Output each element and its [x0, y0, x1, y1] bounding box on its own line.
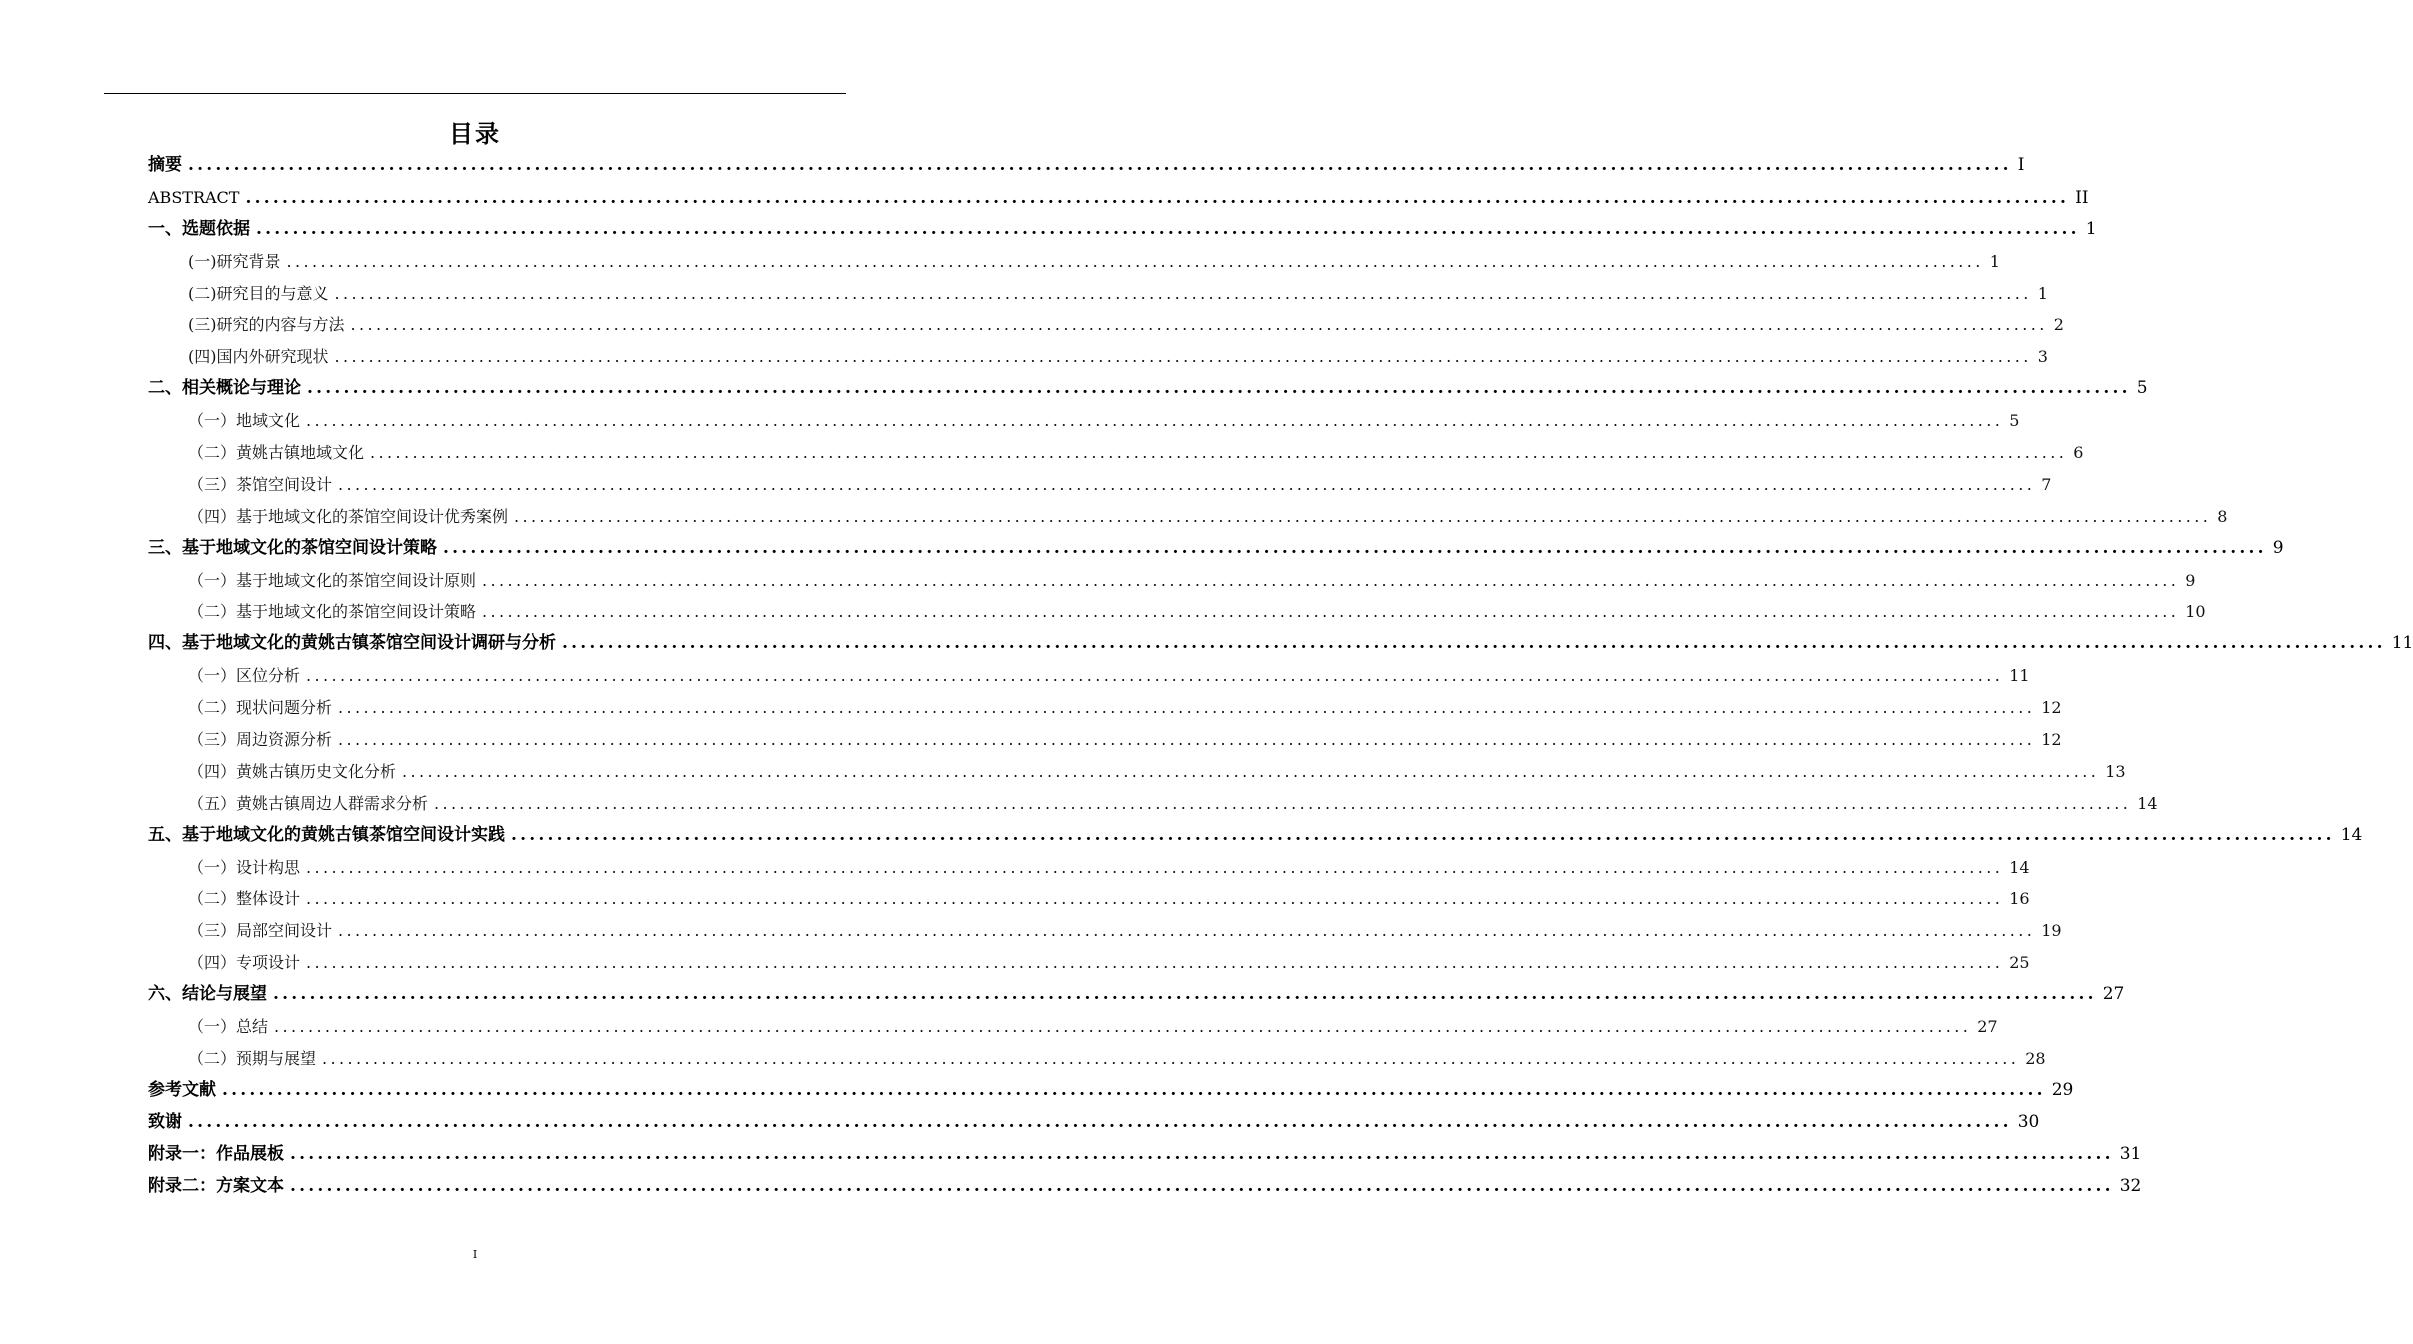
toc-entry-label: 二、相关概论与理论 — [148, 378, 301, 399]
toc-dot-leader: ........................................................................................................................................................................................................ — [273, 984, 2097, 1005]
toc-entry[interactable] — [148, 182, 2089, 214]
toc-entry-page: 32 — [2119, 1175, 2142, 1196]
toc-entry-label: 摘要 — [148, 155, 182, 175]
toc-entry-page: 2 — [2053, 315, 2064, 335]
toc-entry-page: 27 — [2102, 984, 2125, 1005]
toc-entry-page: 28 — [2025, 1048, 2046, 1068]
toc-entry-page: 6 — [2073, 443, 2084, 463]
page-number: I — [472, 1248, 478, 1261]
toc-entry[interactable] — [148, 628, 2413, 660]
toc-dot-leader: ........................................................................................................................................................................................................ — [322, 1048, 2020, 1068]
toc-entry[interactable] — [148, 820, 2363, 852]
toc-entry[interactable] — [148, 883, 2030, 915]
toc-entry-page: 27 — [1977, 1017, 1998, 1037]
toc-entry-label: 五、基于地域文化的黄姚古镇茶馆空间设计实践 — [148, 824, 505, 845]
toc-entry-page: 1 — [1989, 251, 2000, 271]
toc-entry-page: 1 — [2085, 218, 2097, 239]
toc-entry-label: 附录二：方案文本 — [148, 1175, 284, 1196]
toc-entry-label: （一）设计构思 — [188, 857, 301, 877]
toc-entry-label: （一）总结 — [188, 1017, 269, 1037]
toc-entry-label: 三、基于地域文化的茶馆空间设计策略 — [148, 537, 437, 558]
toc-entry[interactable] — [148, 660, 2030, 692]
toc-entry[interactable] — [148, 150, 2025, 182]
toc-dot-leader: ........................................................................................................................................................................................................ — [482, 602, 2180, 622]
toc-entry-page: II — [2075, 187, 2089, 208]
toc-dot-leader: ........................................................................................................................................................................................................ — [350, 315, 2048, 335]
toc-entry-label: （四）基于地域文化的茶馆空间设计优秀案例 — [188, 506, 509, 526]
toc-dot-leader: ........................................................................................................................................................................................................ — [338, 474, 2036, 494]
toc-entry-page: 9 — [2272, 537, 2284, 558]
toc-entry[interactable] — [148, 405, 2020, 437]
toc-entry[interactable] — [148, 596, 2206, 628]
toc-entry-label: （二）黄姚古镇地域文化 — [188, 443, 365, 463]
toc-dot-leader: ........................................................................................................................................................................................................ — [402, 761, 2100, 781]
toc-entry-label: （三）周边资源分析 — [188, 730, 333, 750]
toc-entry[interactable] — [148, 756, 2126, 788]
toc-entry-label: (四)国内外研究现状 — [188, 347, 329, 367]
toc-entry-label: （二）基于地域文化的茶馆空间设计策略 — [188, 602, 477, 622]
toc-entry-page: 14 — [2009, 857, 2030, 877]
toc-entry-label: （一）区位分析 — [188, 666, 301, 686]
toc-dot-leader: ........................................................................................................................................................................................................ — [514, 506, 2212, 526]
toc-dot-leader: ........................................................................................................................................................................................................ — [334, 347, 2032, 367]
toc-entry-page: 11 — [2391, 633, 2413, 654]
toc-entry[interactable] — [148, 1043, 2046, 1075]
toc-entry-page: 29 — [2051, 1079, 2074, 1100]
toc-entry-page: 5 — [2136, 378, 2148, 399]
toc-dot-leader: ........................................................................................................................................................................................................ — [482, 570, 2180, 590]
toc-entry-page: 12 — [2041, 698, 2062, 718]
toc-entry-page: 1 — [2037, 283, 2048, 303]
toc-entry[interactable] — [148, 246, 2000, 278]
toc-entry-label: （二）现状问题分析 — [188, 698, 333, 718]
toc-entry[interactable] — [148, 437, 2084, 469]
toc-entry-page: 11 — [2009, 666, 2030, 686]
toc-entry[interactable] — [148, 373, 2148, 405]
toc-entry-page: 14 — [2137, 793, 2158, 813]
toc-entry[interactable] — [148, 915, 2062, 947]
toc-entry[interactable] — [148, 724, 2062, 756]
toc-dot-leader: ........................................................................................................................................................................................................ — [290, 1175, 2114, 1196]
toc-entry-label: (一)研究背景 — [188, 251, 281, 271]
toc-dot-leader: ........................................................................................................................................................................................................ — [274, 1017, 1972, 1037]
toc-entry[interactable] — [148, 1139, 2142, 1171]
toc-entry-label: （三）局部空间设计 — [188, 921, 333, 941]
toc-dot-leader: ........................................................................................................................................................................................................ — [256, 218, 2080, 239]
toc-entry[interactable] — [148, 1171, 2142, 1203]
toc-entry-label: (二)研究目的与意义 — [188, 283, 329, 303]
toc-dot-leader: ........................................................................................................................................................................................................ — [434, 793, 2132, 813]
toc-dot-leader: ........................................................................................................................................................................................................ — [306, 411, 2004, 431]
toc-entry-label: ABSTRACT — [148, 187, 240, 207]
toc-dot-leader: ........................................................................................................................................................................................................ — [443, 537, 2267, 558]
page-title: 目录 — [449, 120, 501, 148]
toc-dot-leader: ........................................................................................................................................................................................................ — [188, 155, 2012, 175]
toc-entry-label: （二）预期与展望 — [188, 1048, 317, 1068]
toc-entry-page: 19 — [2041, 921, 2062, 941]
toc-entry-label: 致谢 — [148, 1111, 182, 1132]
toc-dot-leader: ........................................................................................................................................................................................................ — [245, 187, 2070, 208]
toc-dot-leader: ........................................................................................................................................................................................................ — [188, 1111, 2012, 1132]
toc-dot-leader: ........................................................................................................................................................................................................ — [306, 666, 2004, 686]
toc-entry-page: 31 — [2119, 1143, 2142, 1164]
toc-entry-page: 5 — [2009, 411, 2020, 431]
toc-dot-leader: ........................................................................................................................................................................................................ — [562, 633, 2386, 654]
toc-entry-label: （二）整体设计 — [188, 889, 301, 909]
toc-entry-page: 9 — [2185, 570, 2196, 590]
toc-entry[interactable] — [148, 1075, 2074, 1107]
toc-dot-leader: ........................................................................................................................................................................................................ — [222, 1079, 2046, 1100]
toc-entry-label: 六、结论与展望 — [148, 984, 267, 1005]
toc-entry-label: 附录一：作品展板 — [148, 1143, 284, 1164]
toc-entry-label: （一）地域文化 — [188, 411, 301, 431]
toc-entry-page: 16 — [2009, 889, 2030, 909]
toc-dot-leader: ........................................................................................................................................................................................................ — [286, 251, 1984, 271]
toc-dot-leader: ........................................................................................................................................................................................................ — [511, 824, 2335, 845]
toc-entry-page: 7 — [2041, 474, 2052, 494]
toc-entry[interactable] — [148, 341, 2048, 373]
toc-dot-leader: ........................................................................................................................................................................................................ — [306, 889, 2004, 909]
table-of-contents — [148, 150, 2413, 1202]
toc-entry-page: 3 — [2037, 347, 2048, 367]
toc-entry-page: 14 — [2340, 824, 2363, 845]
toc-dot-leader: ........................................................................................................................................................................................................ — [370, 443, 2068, 463]
toc-entry[interactable] — [148, 469, 2052, 501]
toc-entry-page: 8 — [2217, 506, 2228, 526]
toc-dot-leader: ........................................................................................................................................................................................................ — [338, 730, 2036, 750]
toc-dot-leader: ........................................................................................................................................................................................................ — [338, 921, 2036, 941]
header-rule — [104, 93, 846, 94]
toc-entry[interactable] — [148, 214, 2097, 246]
toc-entry-label: 参考文献 — [148, 1079, 216, 1100]
toc-dot-leader: ........................................................................................................................................................................................................ — [306, 857, 2004, 877]
toc-entry-page: I — [2017, 155, 2025, 175]
toc-dot-leader: ........................................................................................................................................................................................................ — [290, 1143, 2114, 1164]
toc-entry-label: 一、选题依据 — [148, 218, 250, 239]
toc-entry[interactable] — [148, 788, 2158, 820]
toc-entry-label: （三）茶馆空间设计 — [188, 474, 333, 494]
toc-entry-page: 13 — [2105, 761, 2126, 781]
toc-entry[interactable] — [148, 1107, 2040, 1139]
toc-entry[interactable] — [148, 1011, 1998, 1043]
toc-dot-leader: ........................................................................................................................................................................................................ — [307, 378, 2131, 399]
toc-entry-page: 12 — [2041, 730, 2062, 750]
toc-entry-label: （四）专项设计 — [188, 953, 301, 973]
toc-entry[interactable] — [148, 309, 2064, 341]
toc-dot-leader: ........................................................................................................................................................................................................ — [338, 698, 2036, 718]
toc-entry-page: 25 — [2009, 953, 2030, 973]
toc-entry-page: 30 — [2017, 1111, 2040, 1132]
toc-entry-label: （五）黄姚古镇周边人群需求分析 — [188, 793, 429, 813]
toc-entry[interactable] — [148, 565, 2196, 597]
toc-entry[interactable] — [148, 692, 2062, 724]
toc-entry-label: 四、基于地域文化的黄姚古镇茶馆空间设计调研与分析 — [148, 633, 556, 654]
toc-entry[interactable] — [148, 278, 2048, 310]
toc-entry[interactable] — [148, 979, 2125, 1011]
toc-entry-label: (三)研究的内容与方法 — [188, 315, 345, 335]
toc-entry[interactable] — [148, 501, 2228, 533]
toc-entry[interactable] — [148, 852, 2030, 884]
toc-entry[interactable] — [148, 533, 2284, 565]
toc-entry[interactable] — [148, 947, 2030, 979]
toc-entry-label: （四）黄姚古镇历史文化分析 — [188, 761, 397, 781]
toc-dot-leader: ........................................................................................................................................................................................................ — [306, 953, 2004, 973]
toc-entry-label: （一）基于地域文化的茶馆空间设计原则 — [188, 570, 477, 590]
toc-entry-page: 10 — [2185, 602, 2206, 622]
toc-dot-leader: ........................................................................................................................................................................................................ — [334, 283, 2032, 303]
